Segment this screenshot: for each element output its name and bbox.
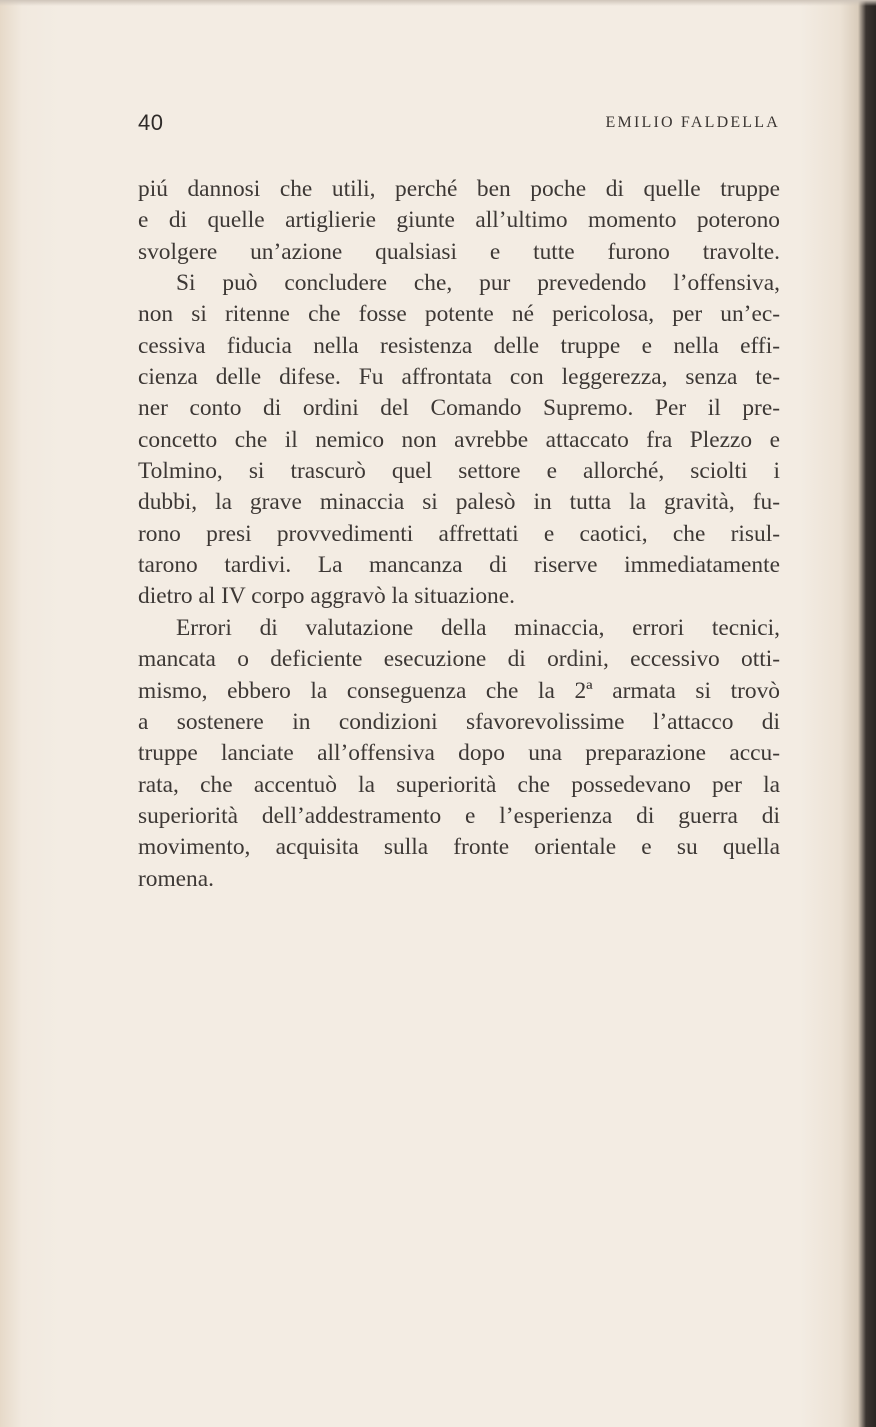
text-line: tarono tardivi. La mancanza di riserve immediatamente (138, 552, 780, 579)
page-number: 40 (138, 110, 164, 135)
text-line: truppe lanciate all’offensiva dopo una preparazione accu- (138, 740, 780, 767)
text-line: Tolmino, si trascurò quel settore e allorché, sciolti i (138, 458, 780, 485)
page-header (138, 110, 780, 140)
running-head: EMILIO FALDELLA (605, 114, 780, 131)
text-line: superiorità dell’addestramento e l’esperienza di guerra di (138, 802, 780, 829)
text-line: cienza delle difese. Fu affrontata con leggerezza, senza te- (138, 364, 780, 391)
text-line: movimento, acquisita sulla fronte orientale e su quella (138, 834, 780, 861)
text-line: romena. (138, 865, 214, 892)
text-line: cessiva fiducia nella resistenza delle truppe e nella effi- (138, 332, 780, 359)
text-line: Si può concludere che, pur prevedendo l’offensiva, (176, 270, 780, 297)
text-line: rono presi provvedimenti affrettati e caotici, che risul- (138, 520, 780, 547)
text-line: ner conto di ordini del Comando Supremo. Per il pre- (138, 395, 780, 422)
text-line: non si ritenne che fosse potente né pericolosa, per un’ec- (138, 301, 780, 328)
text-line: mismo, ebbero la conseguenza che la 2ª armata si trovò (138, 677, 780, 704)
text-line: dubbi, la grave minaccia si palesò in tutta la gravità, fu- (138, 489, 780, 516)
text-line: concetto che il nemico non avrebbe attaccato fra Plezzo e (138, 426, 780, 453)
body-text (138, 174, 780, 895)
text-line: rata, che accentuò la superiorità che possedevano per la (138, 771, 780, 798)
text-line: svolgere un’azione qualsiasi e tutte furono travolte. (138, 238, 780, 265)
text-line: piú dannosi che utili, perché ben poche di quelle truppe (138, 176, 780, 202)
text-line: e di quelle artiglierie giunte all’ultimo momento poterono (138, 207, 780, 234)
text-line: mancata o deficiente esecuzione di ordini, eccessivo otti- (138, 646, 780, 673)
text-line: dietro al IV corpo aggravò la situazione. (138, 583, 515, 610)
text-line: Errori di valutazione della minaccia, errori tecnici, (176, 614, 780, 641)
page-top-edge (0, 0, 876, 6)
text-line: a sostenere in condizioni sfavorevolissime l’attacco di (138, 708, 780, 735)
